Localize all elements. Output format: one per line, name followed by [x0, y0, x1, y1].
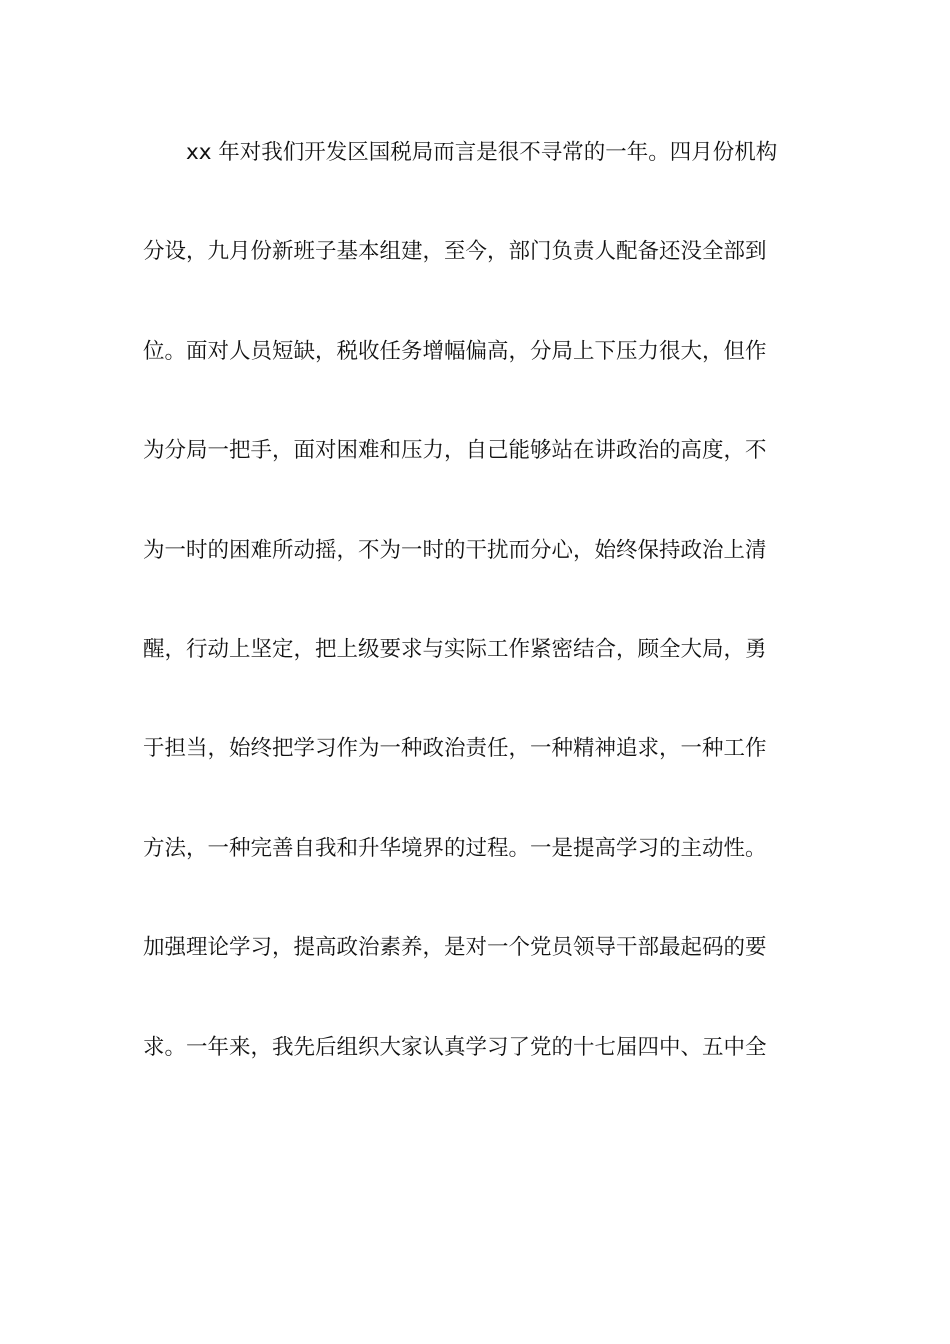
paragraph-line-4: 为分局一把手，面对困难和压力，自己能够站在讲政治的高度，不	[143, 438, 767, 464]
paragraph-line-10: 求。一年来，我先后组织大家认真学习了党的十七届四中、五中全	[143, 1034, 767, 1060]
paragraph-line-5: 为一时的困难所动摇，不为一时的干扰而分心，始终保持政治上清	[143, 537, 767, 563]
paragraph-line-7: 于担当，始终把学习作为一种政治责任，一种精神追求，一种工作	[143, 736, 767, 762]
paragraph-line-6: 醒，行动上坚定，把上级要求与实际工作紧密结合，顾全大局，勇	[143, 636, 767, 662]
paragraph-line-1: xx 年对我们开发区国税局而言是很不寻常的一年。四月份机构	[186, 140, 778, 165]
paragraph-line-2: 分设，九月份新班子基本组建，至今，部门负责人配备还没全部到	[143, 239, 767, 265]
paragraph-line-3: 位。面对人员短缺，税收任务增幅偏高，分局上下压力很大，但作	[143, 338, 767, 364]
document-body	[143, 128, 803, 1122]
paragraph-line-9: 加强理论学习，提高政治素养，是对一个党员领导干部最起码的要	[143, 935, 767, 961]
paragraph-line-8: 方法，一种完善自我和升华境界的过程。一是提高学习的主动性。	[143, 835, 767, 861]
